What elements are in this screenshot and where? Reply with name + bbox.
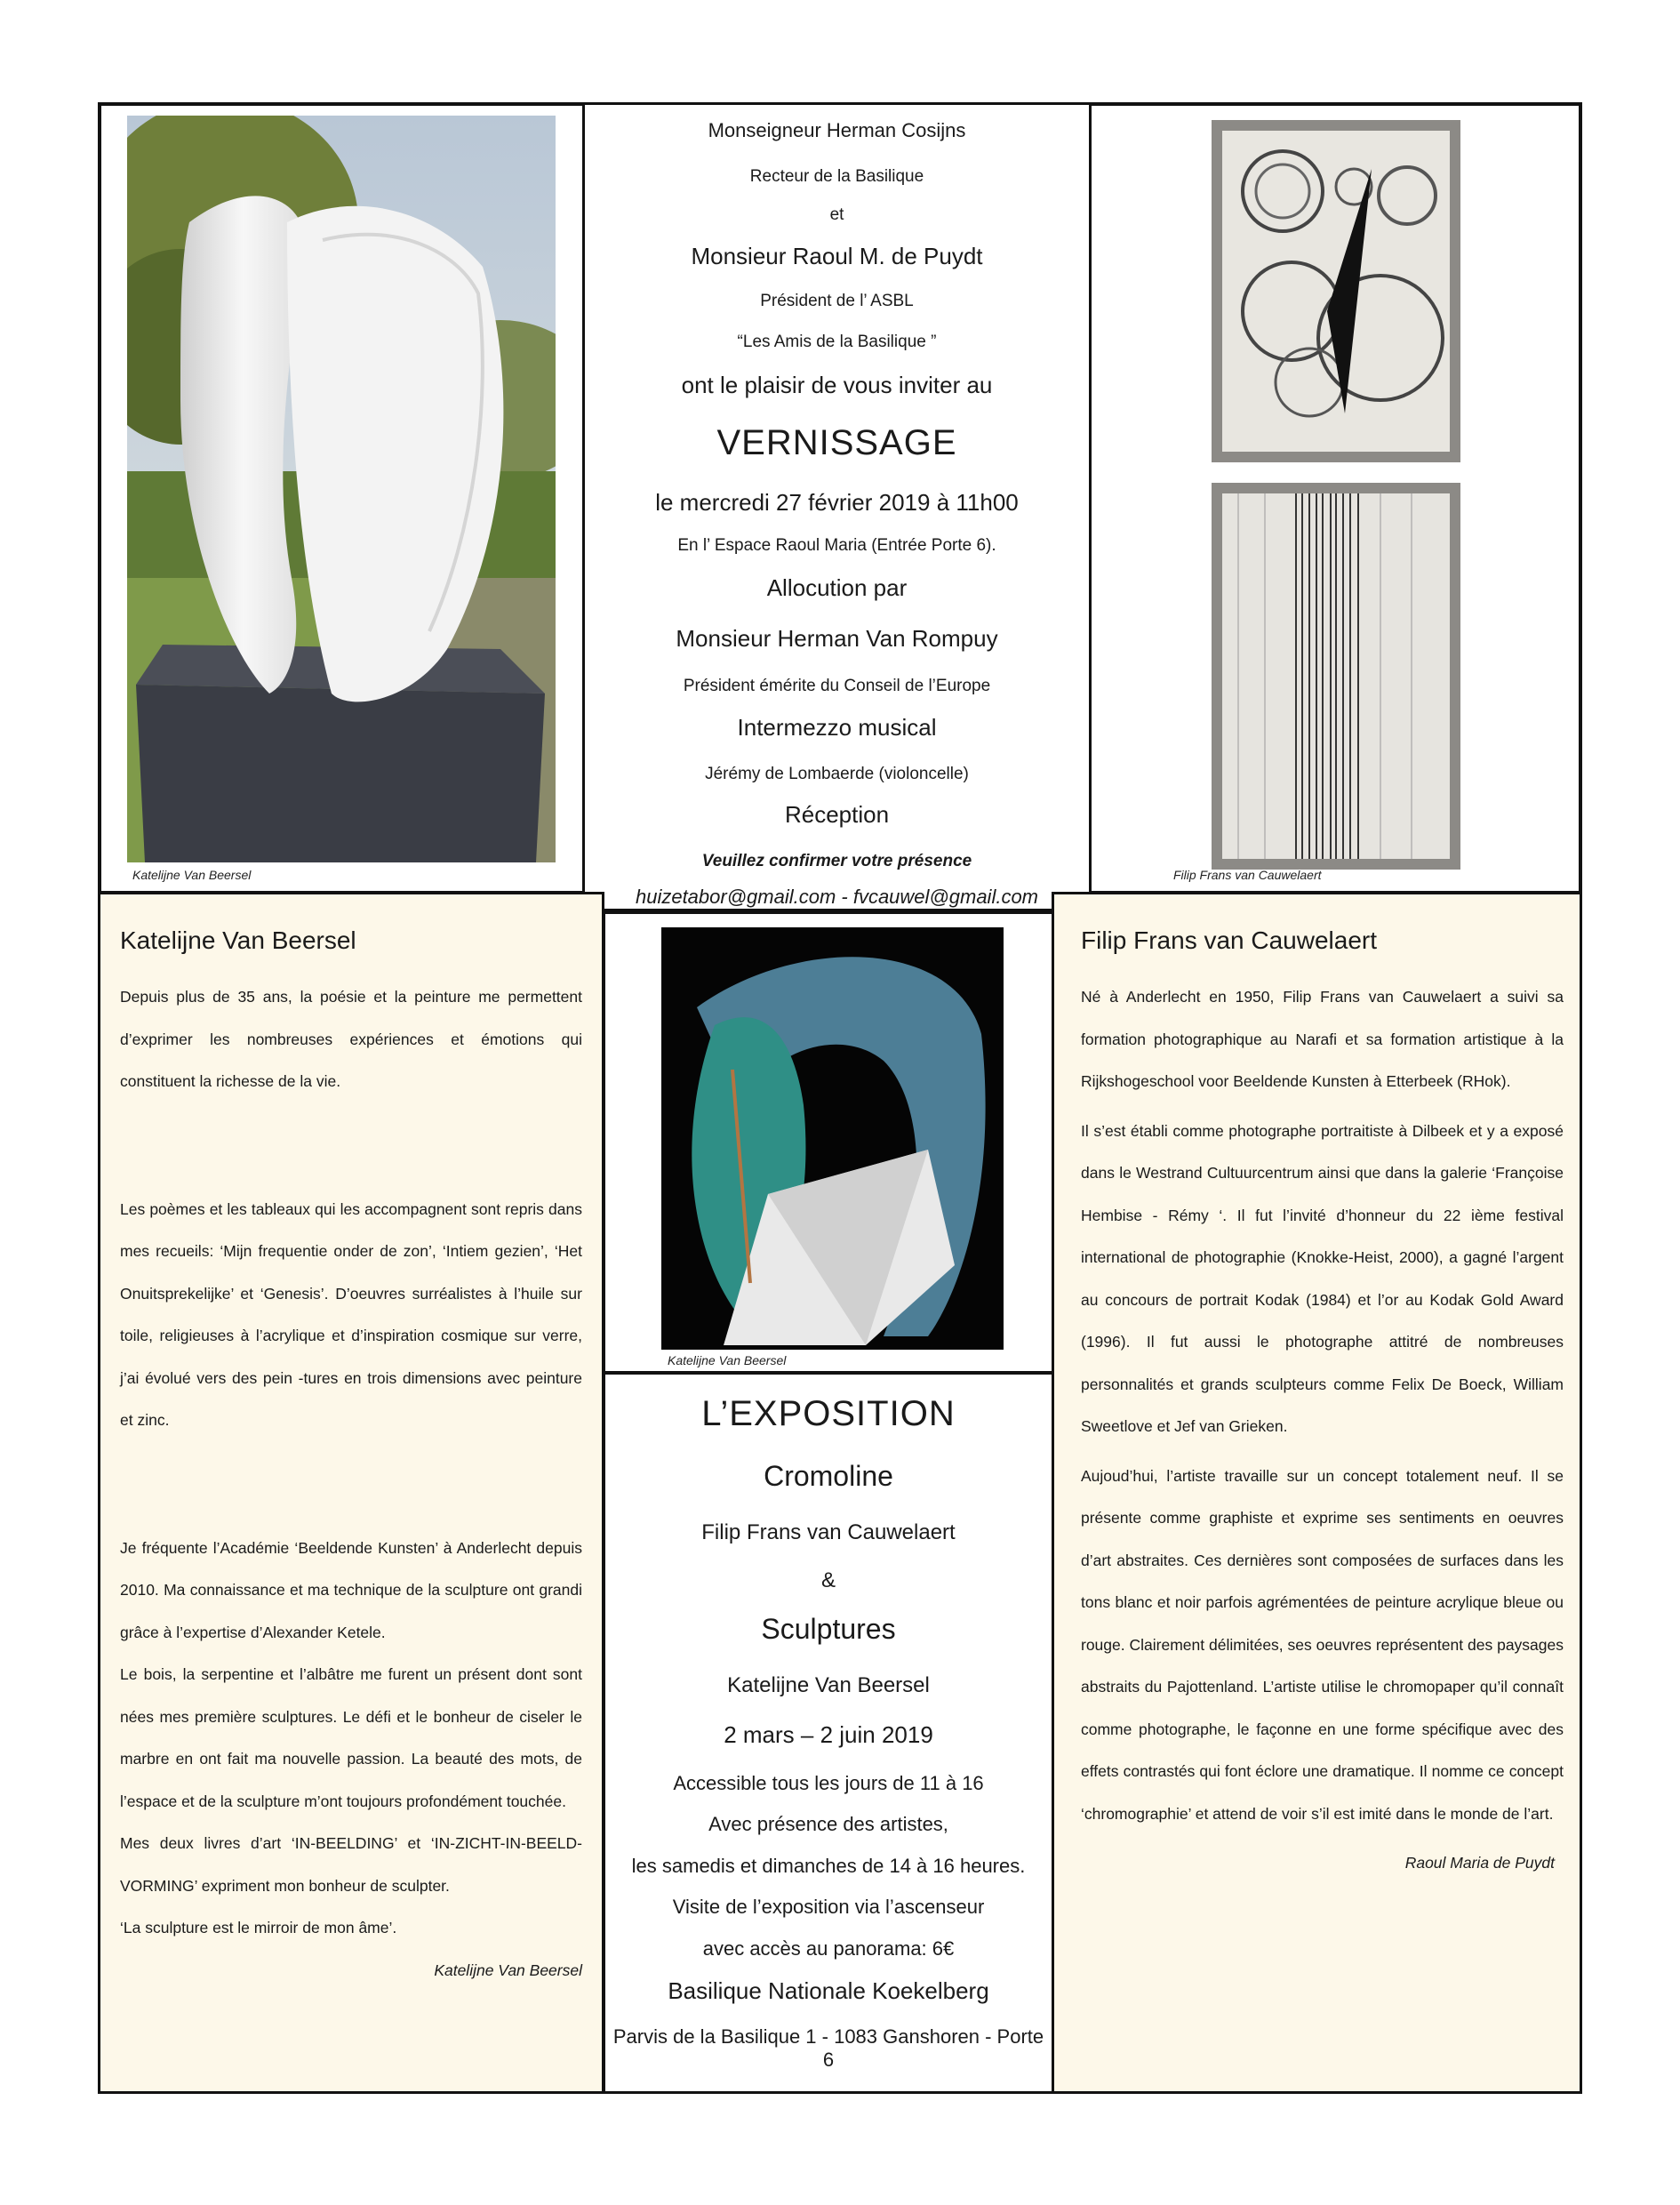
host1-role: Recteur de la Basilique <box>749 167 924 186</box>
exposition-artist1: Filip Frans van Cauwelaert <box>701 1520 956 1544</box>
paragraph: Les poèmes et les tableaux qui les accompagnent sont repris dans mes recueils: ‘Mijn frequentie onder de zon’, ‘Intiem gezien’, ‘Het Onuitsprekelijke’ et ‘Genesis’. D’oeuvres surréalistes à l’huile sur toile, religieuses à l’acrylique et d’inspiration cosmique sur verre, j’ai évolué vers des pein -tures en trois dimensions avec peinture et zinc. <box>120 1199 582 1429</box>
left-signature: Katelijne Van Beersel <box>434 1960 582 1979</box>
speech-title: Allocution par <box>766 574 908 601</box>
host2-name: Monsieur Raoul M. de Puydt <box>691 243 983 269</box>
right-signature: Raoul Maria de Puydt <box>1404 1854 1555 1872</box>
center-photo-caption: Katelijne Van Beersel <box>668 1353 787 1367</box>
musician: Jérémy de Lombaerde (violoncelle) <box>705 765 969 783</box>
right-photo-panel <box>1089 102 1582 894</box>
lines-artwork <box>1203 478 1469 874</box>
exposition-presence: Avec présence des artistes, <box>708 1813 948 1835</box>
paragraph: Mes deux livres d’art ‘IN-BEELDING’ et ‘IN-ZICHT-IN-BEELDVORMING’ expriment mon bonheur de sculpter. <box>120 1834 582 1895</box>
exposition-address: Parvis de la Basilique 1 - 1083 Ganshoren - Porte 6 <box>612 2025 1044 2071</box>
exposition-subtitle-cromoline: Cromoline <box>764 1460 893 1492</box>
speaker-name: Monsieur Herman Van Rompuy <box>676 625 998 652</box>
paragraph: Né à Anderlecht en 1950, Filip Frans van Cauwelaert a suivi sa formation photographique au Narafi et sa formation artistique à la Rijkshogeschool voor Beeldende Kunsten à Etterbeek (RHok). <box>1081 988 1564 1090</box>
speaker-role: Président émérite du Conseil de l’Europe <box>683 677 991 695</box>
paragraph: Il s’est établi comme photographe portraitiste à Dilbeek et y a exposé dans le Westrand Cultuurcentrum ainsi que dans la galerie ‘Françoise Hembise - Rémy ‘. Il fut l’invité d’honneur du 22 ième festival international de photographie (Knokke-Heist, 2000), a gagné l’argent au concours de portrait Kodak (1984) et l’or au Kodak Gold Award (1996). Il fut aussi le photographe attitré de nombreuses personnalités et grands sculpteurs comme Felix De Boeck, William Sweetlove et Jef van Grieken. <box>1081 1121 1564 1435</box>
exposition-panorama: avec accès au panorama: 6€ <box>702 1937 955 1960</box>
contact-emails: huizetabor@gmail.com - fvcauwel@gmail.com <box>635 886 1039 908</box>
rsvp-text: Veuillez confirmer votre présence <box>701 852 972 870</box>
left-photo-panel <box>98 102 585 894</box>
exposition-ampersand: & <box>820 1568 836 1592</box>
exposition-weekend: les samedis et dimanches de 14 à 16 heures. <box>631 1855 1026 1877</box>
music-title: Intermezzo musical <box>737 714 937 741</box>
event-date: le mercredi 27 février 2019 à 11h00 <box>655 489 1019 516</box>
left-photo-caption: Katelijne Van Beersel <box>132 868 252 882</box>
paragraph: ‘La sculpture est le mirroir de mon âme’. <box>120 1919 397 1936</box>
right-photo-caption: Filip Frans van Cauwelaert <box>1173 868 1322 882</box>
exposition-title: L’EXPOSITION <box>701 1394 956 1433</box>
right-column-title: Filip Frans van Cauwelaert <box>1081 926 1378 954</box>
left-text-panel <box>98 892 604 2094</box>
host2-role: Président de l’ ASBL <box>760 292 914 310</box>
exposition-artist2: Katelijne Van Beersel <box>727 1673 930 1697</box>
and-word: et <box>829 205 844 224</box>
right-text-panel <box>1052 892 1582 2094</box>
exposition-hours: Accessible tous les jours de 11 à 16 <box>673 1772 984 1794</box>
exposition-venue: Basilique Nationale Koekelberg <box>668 1977 989 2004</box>
white-sculpture-photo <box>127 116 556 862</box>
left-column-title: Katelijne Van Beersel <box>120 926 356 954</box>
blue-sculpture-photo <box>661 927 1004 1350</box>
invite-line: ont le plaisir de vous inviter au <box>681 372 993 398</box>
paragraph: Le bois, la serpentine et l’albâtre me furent un présent dont sont nées mes première sculptures. Le défi et le bonheur de ciseler le marbre en ont fait ma nouvelle passion. La beauté des mots, de l’espace et de la sculpture m’ont toujours profondément touchée. <box>120 1665 582 1810</box>
paragraph: Depuis plus de 35 ans, la poésie et la peinture me permettent d’exprimer les nombreuses expériences et émotions qui constituent la richesse de la vie. <box>120 988 582 1090</box>
left-column-body <box>120 976 582 1992</box>
circles-artwork <box>1203 116 1469 467</box>
center-photo-panel <box>603 911 1054 1374</box>
right-column-body <box>1081 976 1564 1885</box>
host1-name: Monseigneur Herman Cosijns <box>708 119 966 141</box>
exposition-panel <box>603 1372 1054 2094</box>
host2-org: “Les Amis de la Basilique ” <box>737 333 937 351</box>
event-title: VERNISSAGE <box>716 423 957 462</box>
paragraph: Je fréquente l’Académie ‘Beeldende Kunsten’ à Anderlecht depuis 2010. Ma connaissance et ma technique de la sculpture ont grandi grâce à l’expertise d’Alexander Ketele. <box>120 1538 582 1641</box>
invitation-panel <box>582 102 1092 911</box>
exposition-dates: 2 mars – 2 juin 2019 <box>724 1721 933 1748</box>
reception: Réception <box>784 801 890 828</box>
event-location: En l’ Espace Raoul Maria (Entrée Porte 6). <box>677 536 996 555</box>
paragraph: Aujoud’hui, l’artiste travaille sur un concept totalement neuf. Il se présente comme graphiste et exprime ses sentiments en oeuvres d’art abstraites. Ces dernières sont composées de surfaces dans les tons blanc et noir parfois agrémentées de peinture acrylique bleue ou rouge. Clairement délimitées, ses oeuvres représentent des paysages abstraits du Pajottenland. L’artiste utilise le chromopaper qu’il connaît comme photographe, le façonne en une forme spécifique avec des effets contrastés qui font éclore une dramatique. Il nomme ce concept ‘chromographie’ et attend de voir s’il est imité dans le monde de l’art. <box>1081 1466 1564 1823</box>
exposition-subtitle-sculptures: Sculptures <box>761 1613 896 1645</box>
exposition-visit: Visite de l’exposition via l’ascenseur <box>672 1896 985 1918</box>
